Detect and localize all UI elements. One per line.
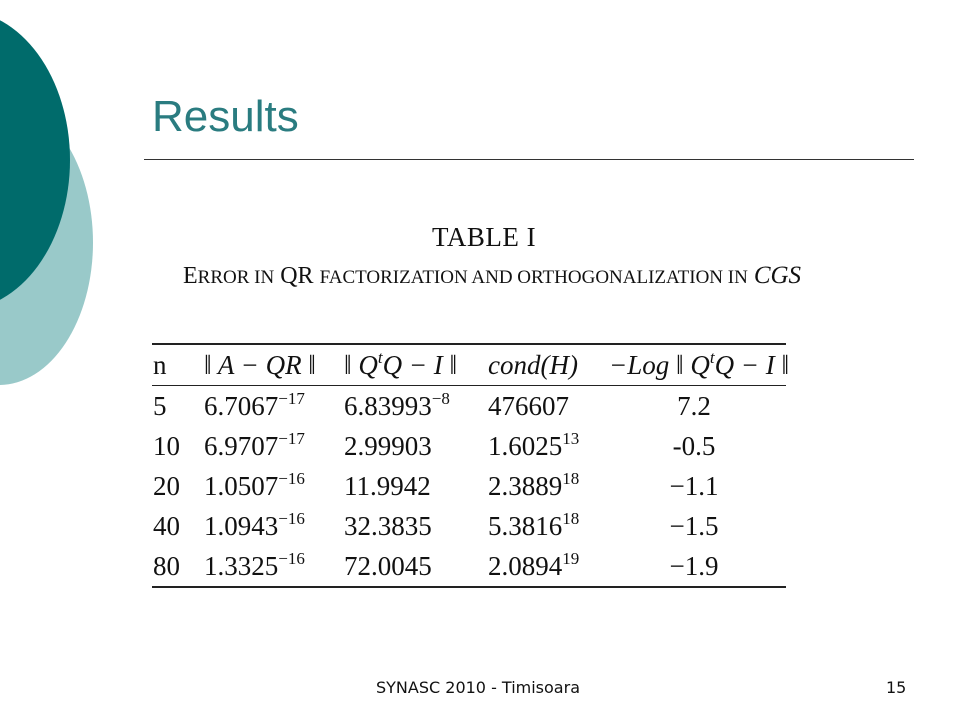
- table-header-row: [152, 345, 790, 385]
- cell-n: 5: [153, 391, 167, 421]
- cell-cond-exp: 18: [562, 509, 580, 528]
- slide-title: Results: [152, 92, 299, 141]
- cell-orth-base: 72.0045: [344, 551, 432, 581]
- cell-orth: [344, 466, 431, 506]
- header-qtq-pre: ‖ Q: [344, 350, 378, 380]
- cell-orth-exp: −8: [431, 389, 450, 408]
- cell-orth-base: 6.83993: [344, 391, 432, 421]
- cell-error-base: 6.7067: [204, 391, 279, 421]
- header-a-minus-qr: ‖ A − QR ‖: [204, 350, 316, 380]
- cell-orth-base: 11.9942: [344, 471, 431, 501]
- header-log-sup: t: [709, 348, 715, 367]
- cell-cond-base: 2.3889: [488, 471, 563, 501]
- cell-cond: [488, 426, 579, 466]
- cell-orth-base: 32.3835: [344, 511, 432, 541]
- cell-error-base: 1.0507: [204, 471, 279, 501]
- cell-cond: [488, 546, 579, 586]
- table-bottom-rule: [152, 586, 786, 588]
- cell-log: 7.2: [677, 391, 711, 421]
- header-qtq-minus-i: [344, 345, 457, 385]
- caption-qr: QR: [280, 263, 314, 289]
- cell-cond-exp: 13: [562, 429, 580, 448]
- cell-error: [204, 546, 305, 586]
- header-log-pre: −Log ‖ Q: [609, 350, 710, 380]
- header-cond-h: cond(H): [488, 350, 578, 380]
- cell-n: 80: [153, 551, 180, 581]
- cell-n: 10: [153, 431, 180, 461]
- cell-error-exp: −17: [278, 429, 305, 448]
- cell-cond-base: 1.6025: [488, 431, 563, 461]
- page-number: 15: [886, 678, 907, 697]
- cell-orth: [344, 426, 432, 466]
- cell-log: −1.5: [669, 511, 719, 541]
- cell-cond-exp: 19: [562, 549, 580, 568]
- table-caption: [183, 262, 801, 290]
- cell-error-base: 1.0943: [204, 511, 279, 541]
- results-table: [152, 343, 790, 588]
- table-row: [152, 426, 786, 466]
- caption-initial: E: [183, 263, 198, 289]
- header-qtq-sup: t: [377, 348, 383, 367]
- cell-log: -0.5: [672, 431, 716, 461]
- cell-error: [204, 386, 305, 426]
- cell-error: [204, 506, 305, 546]
- cell-cond-base: 476607: [488, 391, 569, 421]
- caption-rror-in: RROR IN: [197, 267, 275, 288]
- slide-footer: SYNASC 2010 - Timisoara: [376, 678, 580, 697]
- header-n: n: [153, 350, 167, 380]
- caption-factorization: FACTORIZATION AND ORTHOGONALIZATION IN: [319, 267, 748, 288]
- cell-error-exp: −16: [278, 469, 305, 488]
- cell-cond-base: 5.3816: [488, 511, 563, 541]
- cell-error: [204, 426, 305, 466]
- title-divider: [144, 159, 914, 160]
- header-log: [609, 345, 790, 385]
- cell-cond-base: 2.0894: [488, 551, 563, 581]
- cell-n: 40: [153, 511, 180, 541]
- cell-cond: [488, 386, 569, 426]
- table-row: [152, 466, 786, 506]
- cell-error-exp: −16: [278, 549, 305, 568]
- cell-orth: [344, 506, 432, 546]
- cell-cond-exp: 18: [562, 469, 580, 488]
- cell-cond: [488, 466, 579, 506]
- header-log-post: Q − I ‖: [714, 350, 790, 380]
- table-row: [152, 546, 786, 586]
- cell-n: 20: [153, 471, 180, 501]
- cell-error-base: 1.3325: [204, 551, 279, 581]
- caption-cgs: CGS: [753, 262, 802, 289]
- table-row: [152, 506, 786, 546]
- cell-orth: [344, 546, 432, 586]
- table-label: TABLE I: [432, 222, 537, 252]
- table-row: [152, 386, 786, 426]
- cell-orth-base: 2.99903: [344, 431, 432, 461]
- cell-error-exp: −16: [278, 509, 305, 528]
- cell-orth: [344, 386, 450, 426]
- header-qtq-post: Q − I ‖: [382, 350, 458, 380]
- cell-error-base: 6.9707: [204, 431, 279, 461]
- cell-log: −1.1: [669, 471, 719, 501]
- cell-log: −1.9: [669, 551, 719, 581]
- cell-error: [204, 466, 305, 506]
- cell-cond: [488, 506, 579, 546]
- cell-error-exp: −17: [278, 389, 305, 408]
